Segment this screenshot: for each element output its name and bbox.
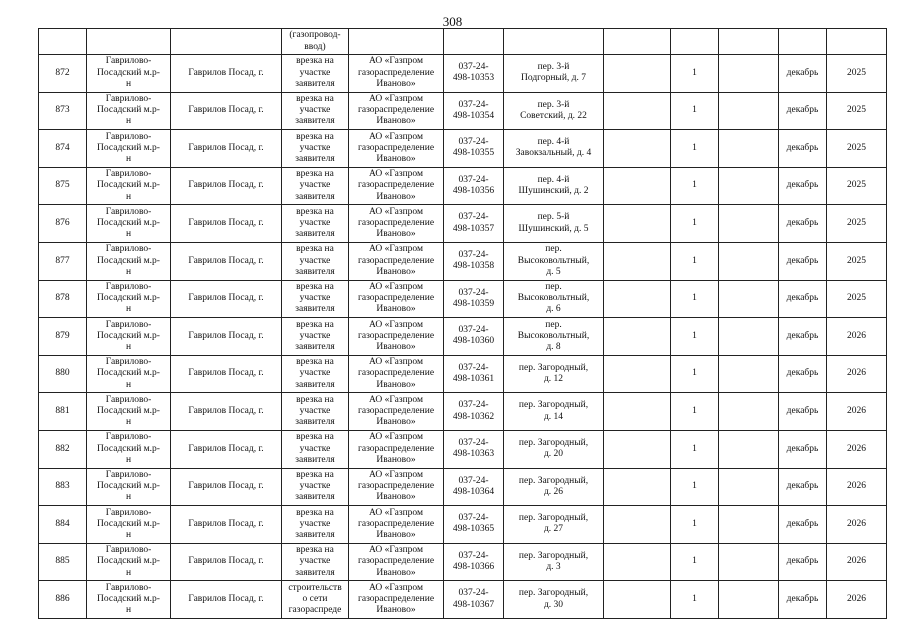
cell-empty-1 (604, 242, 671, 280)
cell-month: декабрь (779, 280, 827, 318)
cell-address: пер. Загородный, д. 27 (504, 506, 604, 544)
cell-num: 876 (39, 205, 87, 243)
cell-num: 877 (39, 242, 87, 280)
cell-work-type: строительств о сети газораспреде (282, 581, 349, 619)
cell-qty: 1 (671, 506, 719, 544)
cell-num: 881 (39, 393, 87, 431)
cell-settlement: Гаврилов Посад, г. (171, 468, 282, 506)
cell-year: 2025 (827, 205, 887, 243)
cell-empty-2 (719, 393, 779, 431)
cell-work-type: врезка на участке заявителя (282, 506, 349, 544)
cell-code: 037-24- 498-10357 (444, 205, 504, 243)
cell-settlement: Гаврилов Посад, г. (171, 393, 282, 431)
cell-month: декабрь (779, 430, 827, 468)
table-row (39, 393, 887, 431)
cell-empty-1 (604, 55, 671, 93)
cell-district: Гаврилово- Посадский м.р- н (87, 355, 171, 393)
cell-settlement: Гаврилов Посад, г. (171, 167, 282, 205)
cell-month: декабрь (779, 318, 827, 356)
cell-address: пер. Загородный, д. 26 (504, 468, 604, 506)
cell-empty-1 (604, 318, 671, 356)
cell-address: пер. Загородный, д. 12 (504, 355, 604, 393)
cell-settlement: Гаврилов Посад, г. (171, 318, 282, 356)
cell-empty-1 (604, 355, 671, 393)
cell-settlement: Гаврилов Посад, г. (171, 581, 282, 619)
cell-year: 2026 (827, 318, 887, 356)
cell-year: 2025 (827, 167, 887, 205)
cell-work-type: врезка на участке заявителя (282, 355, 349, 393)
cell-settlement: Гаврилов Посад, г. (171, 205, 282, 243)
cell-empty-1 (604, 430, 671, 468)
cell-qty: 1 (671, 318, 719, 356)
cell-qty: 1 (671, 130, 719, 168)
cell-org: АО «Газпром газораспределение Иваново» (349, 506, 444, 544)
cell-empty-1 (604, 581, 671, 619)
cell-work-type: врезка на участке заявителя (282, 468, 349, 506)
cell-num: 875 (39, 167, 87, 205)
cell-district: Гаврилово- Посадский м.р- н (87, 167, 171, 205)
cell-qty: 1 (671, 55, 719, 93)
cell-empty-2 (719, 581, 779, 619)
cell-empty-2 (719, 355, 779, 393)
cell-settlement: Гаврилов Посад, г. (171, 92, 282, 130)
cell-year: 2026 (827, 468, 887, 506)
cell-work-type: врезка на участке заявителя (282, 280, 349, 318)
cell-work-type: (газопровод- ввод) (282, 29, 349, 55)
cell-empty-1 (604, 393, 671, 431)
continued-row (39, 29, 887, 55)
cell-district: Гаврилово- Посадский м.р- н (87, 205, 171, 243)
cell-empty-1 (604, 543, 671, 581)
cell-org: АО «Газпром газораспределение Иваново» (349, 393, 444, 431)
table-row (39, 280, 887, 318)
cell-num: 883 (39, 468, 87, 506)
table-row (39, 205, 887, 243)
cell-code (444, 29, 504, 55)
cell-month: декабрь (779, 205, 827, 243)
cell-code: 037-24- 498-10359 (444, 280, 504, 318)
cell-qty: 1 (671, 205, 719, 243)
cell-address: пер. Загородный, д. 3 (504, 543, 604, 581)
cell-work-type: врезка на участке заявителя (282, 543, 349, 581)
table-row (39, 430, 887, 468)
cell-code: 037-24- 498-10353 (444, 55, 504, 93)
cell-month: декабрь (779, 92, 827, 130)
cell-empty-2 (719, 130, 779, 168)
cell-num: 873 (39, 92, 87, 130)
cell-empty-2 (719, 92, 779, 130)
cell-address (504, 29, 604, 55)
cell-work-type: врезка на участке заявителя (282, 205, 349, 243)
table-row (39, 506, 887, 544)
cell-year: 2026 (827, 355, 887, 393)
cell-address: пер. 4-й Шушинский, д. 2 (504, 167, 604, 205)
cell-settlement: Гаврилов Посад, г. (171, 543, 282, 581)
cell-month: декабрь (779, 468, 827, 506)
cell-month: декабрь (779, 355, 827, 393)
cell-empty-2 (719, 205, 779, 243)
cell-district: Гаврилово- Посадский м.р- н (87, 468, 171, 506)
cell-code: 037-24- 498-10365 (444, 506, 504, 544)
cell-empty-1 (604, 280, 671, 318)
cell-year: 2025 (827, 55, 887, 93)
cell-work-type: врезка на участке заявителя (282, 130, 349, 168)
cell-code: 037-24- 498-10354 (444, 92, 504, 130)
cell-code: 037-24- 498-10355 (444, 130, 504, 168)
cell-month: декабрь (779, 543, 827, 581)
cell-year: 2025 (827, 242, 887, 280)
cell-year: 2026 (827, 393, 887, 431)
cell-empty-2 (719, 55, 779, 93)
cell-qty: 1 (671, 242, 719, 280)
cell-org: АО «Газпром газораспределение Иваново» (349, 242, 444, 280)
cell-month: декабрь (779, 242, 827, 280)
cell-address: пер. Высоковольтный, д. 5 (504, 242, 604, 280)
cell-address: пер. Загородный, д. 14 (504, 393, 604, 431)
cell-num: 872 (39, 55, 87, 93)
cell-code: 037-24- 498-10361 (444, 355, 504, 393)
cell-address: пер. Загородный, д. 30 (504, 581, 604, 619)
cell-code: 037-24- 498-10358 (444, 242, 504, 280)
cell-settlement (171, 29, 282, 55)
cell-district: Гаврилово- Посадский м.р- н (87, 318, 171, 356)
cell-org: АО «Газпром газораспределение Иваново» (349, 543, 444, 581)
cell-num: 874 (39, 130, 87, 168)
cell-org: АО «Газпром газораспределение Иваново» (349, 355, 444, 393)
cell-year: 2025 (827, 92, 887, 130)
cell-qty: 1 (671, 167, 719, 205)
cell-year: 2026 (827, 543, 887, 581)
cell-month (779, 29, 827, 55)
cell-empty-1 (604, 205, 671, 243)
cell-settlement: Гаврилов Посад, г. (171, 55, 282, 93)
cell-empty-2 (719, 280, 779, 318)
table-row (39, 92, 887, 130)
cell-address: пер. 4-й Завокзальный, д. 4 (504, 130, 604, 168)
cell-month: декабрь (779, 167, 827, 205)
cell-empty-2 (719, 318, 779, 356)
cell-settlement: Гаврилов Посад, г. (171, 430, 282, 468)
cell-code: 037-24- 498-10364 (444, 468, 504, 506)
cell-code: 037-24- 498-10360 (444, 318, 504, 356)
cell-qty: 1 (671, 280, 719, 318)
table-row (39, 468, 887, 506)
cell-month: декабрь (779, 55, 827, 93)
cell-org: АО «Газпром газораспределение Иваново» (349, 205, 444, 243)
table-row (39, 581, 887, 619)
cell-empty-2 (719, 468, 779, 506)
cell-num: 879 (39, 318, 87, 356)
cell-district: Гаврилово- Посадский м.р- н (87, 393, 171, 431)
cell-empty-2 (719, 242, 779, 280)
cell-district: Гаврилово- Посадский м.р- н (87, 130, 171, 168)
cell-num (39, 29, 87, 55)
cell-work-type: врезка на участке заявителя (282, 430, 349, 468)
cell-work-type: врезка на участке заявителя (282, 167, 349, 205)
cell-district: Гаврилово- Посадский м.р- н (87, 506, 171, 544)
cell-empty-1 (604, 468, 671, 506)
cell-district: Гаврилово- Посадский м.р- н (87, 280, 171, 318)
cell-code: 037-24- 498-10366 (444, 543, 504, 581)
cell-district: Гаврилово- Посадский м.р- н (87, 543, 171, 581)
gas-connection-table (38, 28, 887, 619)
cell-num: 878 (39, 280, 87, 318)
cell-district: Гаврилово- Посадский м.р- н (87, 242, 171, 280)
cell-year: 2026 (827, 430, 887, 468)
cell-empty-1 (604, 167, 671, 205)
cell-qty: 1 (671, 92, 719, 130)
cell-empty-1 (604, 130, 671, 168)
cell-settlement: Гаврилов Посад, г. (171, 130, 282, 168)
cell-address: пер. Высоковольтный, д. 8 (504, 318, 604, 356)
cell-settlement: Гаврилов Посад, г. (171, 242, 282, 280)
cell-empty-2 (719, 543, 779, 581)
cell-work-type: врезка на участке заявителя (282, 242, 349, 280)
table-row (39, 55, 887, 93)
cell-empty-2 (719, 506, 779, 544)
cell-num: 885 (39, 543, 87, 581)
cell-address: пер. 5-й Шушинский, д. 5 (504, 205, 604, 243)
cell-code: 037-24- 498-10363 (444, 430, 504, 468)
cell-month: декабрь (779, 393, 827, 431)
cell-code: 037-24- 498-10367 (444, 581, 504, 619)
cell-org: АО «Газпром газораспределение Иваново» (349, 468, 444, 506)
cell-work-type: врезка на участке заявителя (282, 393, 349, 431)
cell-empty-2 (719, 29, 779, 55)
cell-year (827, 29, 887, 55)
cell-month: декабрь (779, 581, 827, 619)
cell-qty: 1 (671, 393, 719, 431)
cell-year: 2026 (827, 581, 887, 619)
cell-qty (671, 29, 719, 55)
table-row (39, 355, 887, 393)
cell-org: АО «Газпром газораспределение Иваново» (349, 130, 444, 168)
cell-qty: 1 (671, 430, 719, 468)
cell-address: пер. 3-й Советский, д. 22 (504, 92, 604, 130)
cell-org: АО «Газпром газораспределение Иваново» (349, 430, 444, 468)
cell-district: Гаврилово- Посадский м.р- н (87, 430, 171, 468)
cell-org: АО «Газпром газораспределение Иваново» (349, 92, 444, 130)
cell-org: АО «Газпром газораспределение Иваново» (349, 581, 444, 619)
cell-year: 2025 (827, 280, 887, 318)
cell-month: декабрь (779, 506, 827, 544)
cell-empty-1 (604, 92, 671, 130)
table-row (39, 167, 887, 205)
cell-org: АО «Газпром газораспределение Иваново» (349, 318, 444, 356)
cell-org: АО «Газпром газораспределение Иваново» (349, 167, 444, 205)
cell-num: 882 (39, 430, 87, 468)
cell-org (349, 29, 444, 55)
cell-settlement: Гаврилов Посад, г. (171, 355, 282, 393)
cell-work-type: врезка на участке заявителя (282, 318, 349, 356)
cell-empty-2 (719, 167, 779, 205)
cell-code: 037-24- 498-10362 (444, 393, 504, 431)
cell-org: АО «Газпром газораспределение Иваново» (349, 280, 444, 318)
cell-qty: 1 (671, 581, 719, 619)
cell-code: 037-24- 498-10356 (444, 167, 504, 205)
cell-district: Гаврилово- Посадский м.р- н (87, 92, 171, 130)
cell-qty: 1 (671, 355, 719, 393)
cell-org: АО «Газпром газораспределение Иваново» (349, 55, 444, 93)
cell-settlement: Гаврилов Посад, г. (171, 280, 282, 318)
table-row (39, 242, 887, 280)
cell-work-type: врезка на участке заявителя (282, 92, 349, 130)
page-number: 308 (442, 14, 463, 29)
table-body (39, 29, 887, 619)
cell-month: декабрь (779, 130, 827, 168)
cell-qty: 1 (671, 543, 719, 581)
cell-work-type: врезка на участке заявителя (282, 55, 349, 93)
cell-empty-1 (604, 29, 671, 55)
cell-district: Гаврилово- Посадский м.р- н (87, 55, 171, 93)
cell-settlement: Гаврилов Посад, г. (171, 506, 282, 544)
cell-district (87, 29, 171, 55)
cell-empty-2 (719, 430, 779, 468)
cell-address: пер. 3-й Подгорный, д. 7 (504, 55, 604, 93)
cell-qty: 1 (671, 468, 719, 506)
table-row (39, 130, 887, 168)
cell-num: 884 (39, 506, 87, 544)
cell-address: пер. Высоковольтный, д. 6 (504, 280, 604, 318)
cell-year: 2025 (827, 130, 887, 168)
cell-district: Гаврилово- Посадский м.р- н (87, 581, 171, 619)
cell-address: пер. Загородный, д. 20 (504, 430, 604, 468)
cell-num: 886 (39, 581, 87, 619)
cell-year: 2026 (827, 506, 887, 544)
table-row (39, 318, 887, 356)
table-row (39, 543, 887, 581)
cell-empty-1 (604, 506, 671, 544)
cell-num: 880 (39, 355, 87, 393)
